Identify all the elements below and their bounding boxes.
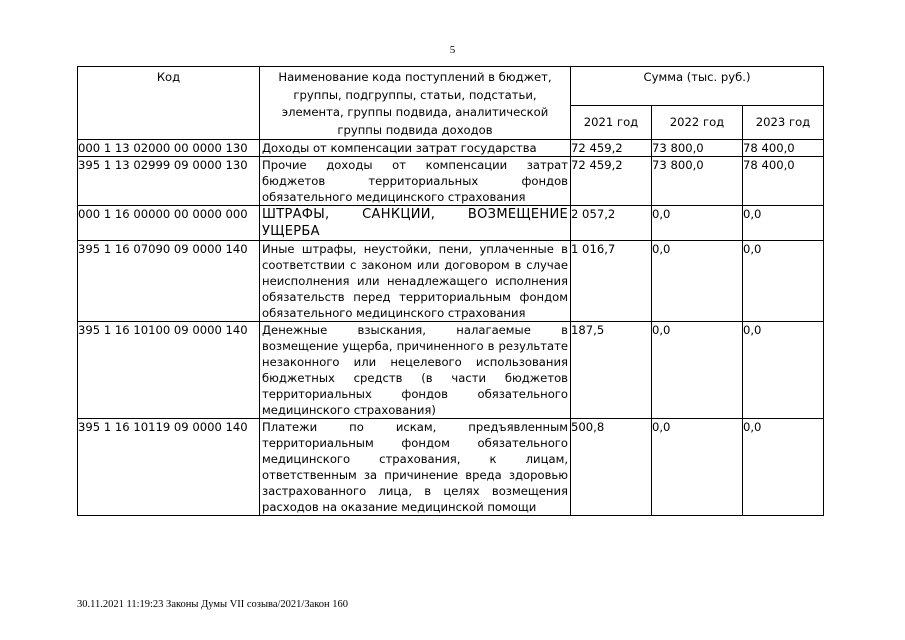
row-name: Доходы от компенсации затрат государства	[260, 140, 571, 157]
row-value-2023: 0,0	[743, 206, 824, 241]
header-year-2022: 2022 год	[652, 105, 743, 139]
table-row	[78, 157, 824, 206]
row-name: Иные штрафы, неустойки, пени, уплаченные в соответствии с законом или договором в случае неисполнения или ненадлежащего исполнения обязательств перед территориальным фондом обязательного медицинского страхования	[260, 241, 571, 322]
row-value-2022: 0,0	[652, 322, 743, 419]
row-code: 395 1 16 10100 09 0000 140	[78, 322, 260, 419]
row-name: ШТРАФЫ, САНКЦИИ, ВОЗМЕЩЕНИЕ УЩЕРБА	[260, 206, 571, 241]
page-number: 5	[449, 44, 456, 56]
row-code: 000 1 16 00000 00 0000 000	[78, 206, 260, 241]
row-value-2022: 0,0	[652, 206, 743, 241]
row-value-2023: 78 400,0	[743, 157, 824, 206]
row-name: Платежи по искам, предъявленным территориальным фондом обязательного медицинского страхования, к лицам, ответственным за причинение вреда здоровью застрахованного лица, в целях возмещения расходов на оказание медицинской помощи	[260, 419, 571, 516]
table-row	[78, 419, 824, 516]
table-row	[78, 206, 824, 241]
row-value-2022: 73 800,0	[652, 140, 743, 157]
row-value-2023: 0,0	[743, 322, 824, 419]
row-value-2021: 72 459,2	[571, 157, 652, 206]
row-code: 395 1 16 10119 09 0000 140	[78, 419, 260, 516]
row-value-2022: 73 800,0	[652, 157, 743, 206]
row-code: 000 1 13 02000 00 0000 130	[78, 140, 260, 157]
row-code: 395 1 16 07090 09 0000 140	[78, 241, 260, 322]
row-value-2023: 0,0	[743, 241, 824, 322]
header-year-2023: 2023 год	[743, 105, 824, 139]
table-row	[78, 322, 824, 419]
row-code: 395 1 13 02999 09 0000 130	[78, 157, 260, 206]
row-value-2023: 0,0	[743, 419, 824, 516]
row-name: Прочие доходы от компенсации затрат бюджетов территориальных фондов обязательного медицинского страхования	[260, 157, 571, 206]
table-row	[78, 241, 824, 322]
header-year-2021: 2021 год	[571, 105, 652, 139]
row-value-2022: 0,0	[652, 241, 743, 322]
row-value-2021: 1 016,7	[571, 241, 652, 322]
revenue-table	[77, 66, 824, 516]
row-value-2021: 2 057,2	[571, 206, 652, 241]
document-footer: 30.11.2021 11:19:23 Законы Думы VII созыва/2021/Закон 160	[77, 599, 349, 610]
header-name: Наименование кода поступлений в бюджет, группы, подгруппы, статьи, подстатьи, элемента, группы подвида, аналитической группы подвида доходов	[260, 67, 571, 140]
header-code: Код	[78, 67, 260, 140]
row-value-2022: 0,0	[652, 419, 743, 516]
row-name: Денежные взыскания, налагаемые в возмещение ущерба, причиненного в результате незаконного или нецелевого использования бюджетных средств (в части бюджетов территориальных фондов обязательного медицинского страхования)	[260, 322, 571, 419]
row-value-2021: 72 459,2	[571, 140, 652, 157]
header-sum: Сумма (тыс. руб.)	[571, 67, 824, 106]
table-row	[78, 140, 824, 157]
row-value-2021: 500,8	[571, 419, 652, 516]
row-value-2023: 78 400,0	[743, 140, 824, 157]
row-value-2021: 187,5	[571, 322, 652, 419]
